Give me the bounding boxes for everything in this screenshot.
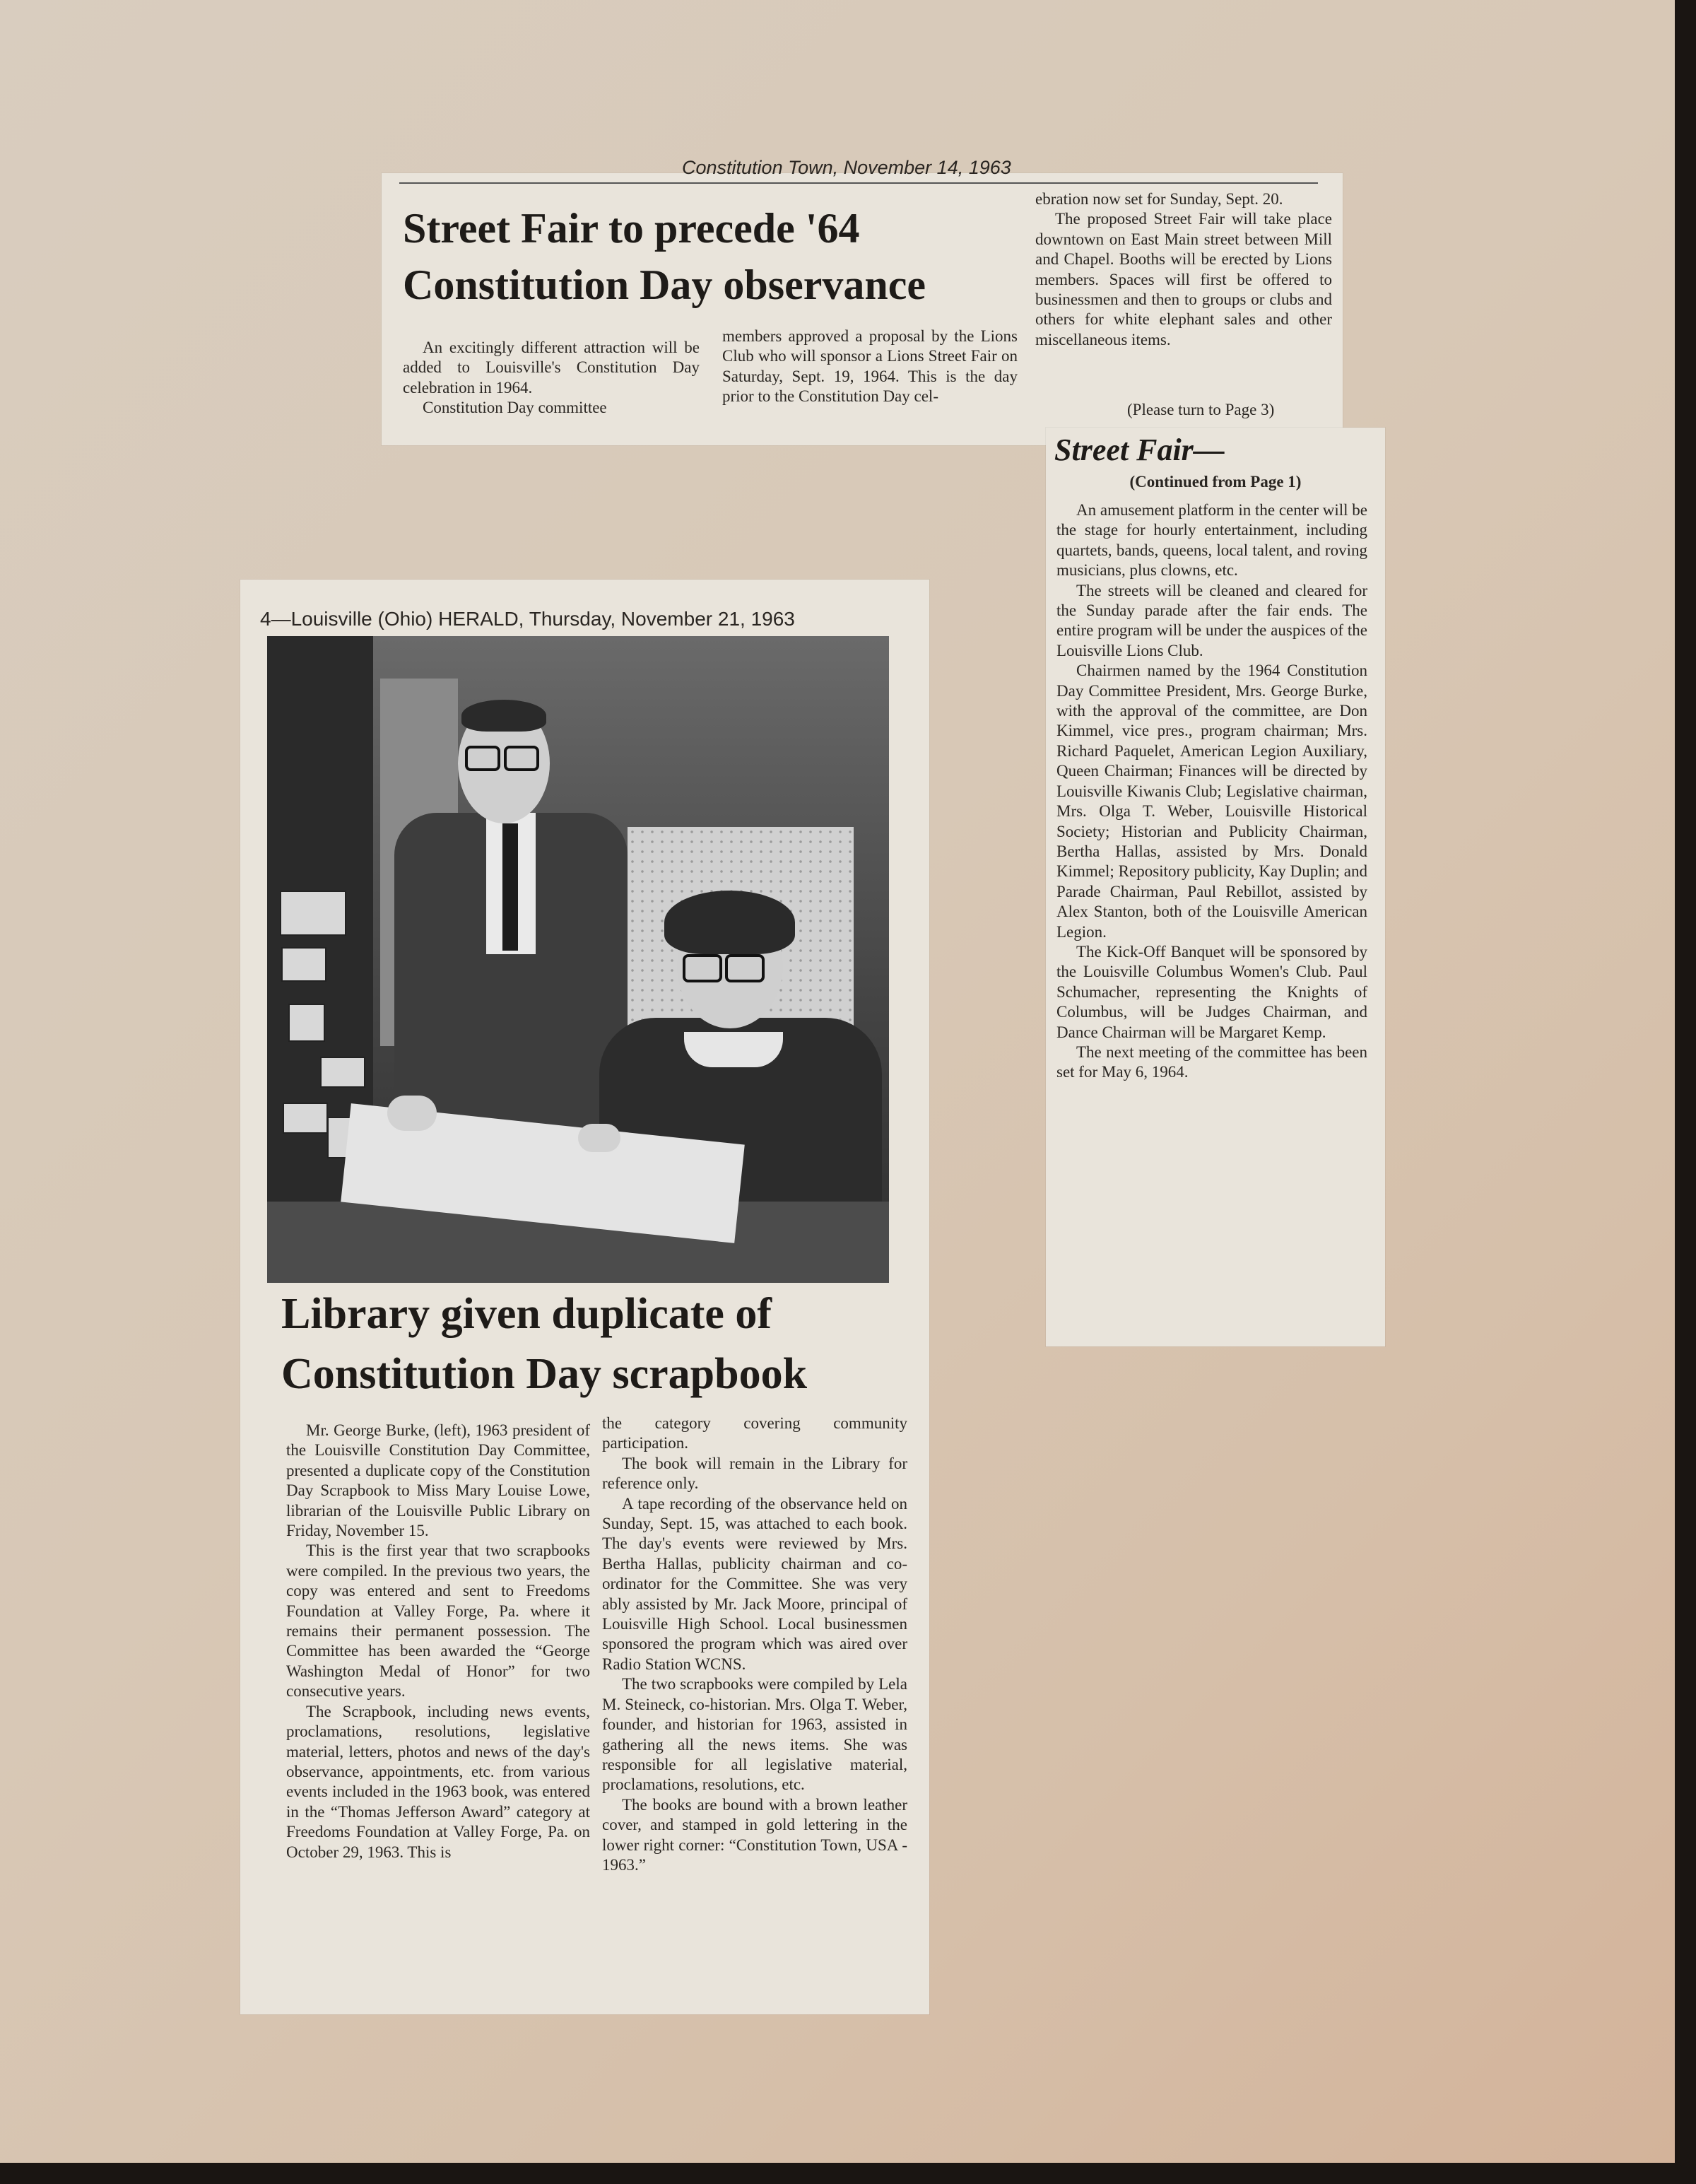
paragraph: The book will remain in the Library for reference only. bbox=[602, 1454, 907, 1493]
paragraph: Mr. George Burke, (left), 1963 president of the Louisville Constitution Day Committee, presented a duplicate copy of the Constitution Day Scrapbook to Miss Mary Louise Lowe, librarian of the Louisville Public Library on Friday, November 15. bbox=[286, 1421, 590, 1540]
photo-burke-and-lowe bbox=[267, 636, 889, 1283]
dateline-rule bbox=[399, 182, 1318, 184]
paragraph: Constitution Day committee bbox=[423, 399, 607, 417]
continued-headline: Street Fair— bbox=[1054, 433, 1225, 467]
paragraph: The streets will be cleaned and cleared for the Sunday parade after the fair ends. The entire program will be under the auspices of the Louisville Lions Club. bbox=[1056, 581, 1367, 659]
article-column-2 bbox=[722, 327, 1018, 407]
clipping-dateline: 4—Louisville (Ohio) HERALD, Thursday, November 21, 1963 bbox=[260, 608, 795, 630]
paragraph: The books are bound with a brown leather cover, and stamped in gold lettering in the lower right corner: “Constitution Town, USA - 1963.” bbox=[602, 1795, 907, 1874]
article-column-1 bbox=[403, 338, 700, 418]
paragraph: The Kick-Off Banquet will be sponsored by the Louisville Columbus Women's Club. Paul Schumacher, representing the Knights of Columbus, will be Judges Chairman, and Dance Chairman will be Margaret Kemp. bbox=[1056, 942, 1367, 1041]
paragraph: Chairmen named by the 1964 Constitution Day Committee President, Mrs. George Burke, with the approval of the committee, are Don Kimmel, vice pres., program chairman; Mrs. Richard Paquelet, American Legion Auxiliary, Queen Chairman; Finances will be directed by Louisville Kiwanis Club; Legislative chairman, Mrs. Olga T. Weber, Louisville Historical Society; Historian and Publicity Chairman, Bertha Hallas, assisted by Mrs. Donald Kimmel; Repository publicity, Kay Duplin; and Parade Chairman, Paul Rebillot, assisted by Alex Stanton, both of the Louisville American Legion. bbox=[1056, 662, 1367, 941]
continued-article bbox=[1056, 500, 1367, 1083]
headline-line-1: Library given duplicate of bbox=[281, 1290, 772, 1338]
paragraph: ebration now set for Sunday, Sept. 20. bbox=[1035, 190, 1283, 208]
paragraph: members approved a proposal by the Lions Club who will sponsor a Lions Street Fair on Saturday, Sept. 19, 1964. This is the day prior to the Constitution Day cel- bbox=[722, 327, 1018, 406]
paragraph: An excitingly different attraction will be added to Louisville's Constitution Day celebration in 1964. bbox=[403, 339, 700, 397]
paragraph: This is the first year that two scrapbooks were compiled. In the previous two years, the copy was entered and sent to Freedoms Foundation at Valley Forge, Pa. where it remains their permanent possession. The Committee has been awarded the “George Washington Medal of Honor” for two consecutive years. bbox=[286, 1542, 590, 1701]
article-column-1 bbox=[286, 1421, 590, 1862]
paragraph: An amusement platform in the center will be the stage for hourly entertainment, including quartets, bands, queens, local talent, and roving musicians, plus clowns, etc. bbox=[1056, 501, 1367, 580]
paragraph: The Scrapbook, including news events, proclamations, resolutions, legislative material, letters, photos and news of the day's observance, appointments, etc. from various events included in the 1963 book, was entered in the “Thomas Jefferson Award” category at Freedoms Foundation at Valley Forge, Pa. on October 29, 1963. This is bbox=[286, 1702, 590, 1861]
paragraph: The proposed Street Fair will take place downtown on East Main street between Mill and Chapel. Booths will be erected by Lions members. Spaces will first be offered to businessmen and then to groups or clubs and others for white elephant sales and other miscellaneous items. bbox=[1035, 210, 1332, 348]
continued-from-note: (Continued from Page 1) bbox=[1129, 473, 1302, 491]
headline-line-2: Constitution Day scrapbook bbox=[281, 1350, 808, 1398]
article-column-3 bbox=[1035, 189, 1332, 350]
headline-line-1: Street Fair to precede '64 bbox=[403, 205, 860, 252]
headline-line-2: Constitution Day observance bbox=[403, 262, 926, 308]
clipping-dateline: Constitution Town, November 14, 1963 bbox=[682, 157, 1011, 178]
paragraph: A tape recording of the observance held on Sunday, Sept. 15, was attached to each book. The day's events were reviewed by Mrs. Bertha Hallas, publicity chairman and co-ordinator for the Committee. She was very ably assisted by Mr. Jack Moore, principal of Louisville High School. Local businessmen sponsored the program which was aired over Radio Station WCNS. bbox=[602, 1494, 907, 1673]
paragraph: The next meeting of the committee has been set for May 6, 1964. bbox=[1056, 1043, 1367, 1081]
paragraph: The two scrapbooks were compiled by Lela M. Steineck, co-historian. Mrs. Olga T. Weber, founder, and historian for 1963, assisted in gathering all the news items. She was responsible for all legislative material, proclamations, resolutions, etc. bbox=[602, 1675, 907, 1794]
turn-page-note: (Please turn to Page 3) bbox=[1127, 401, 1275, 418]
article-column-2 bbox=[602, 1414, 907, 1875]
paragraph: the category covering community participation. bbox=[602, 1414, 907, 1452]
